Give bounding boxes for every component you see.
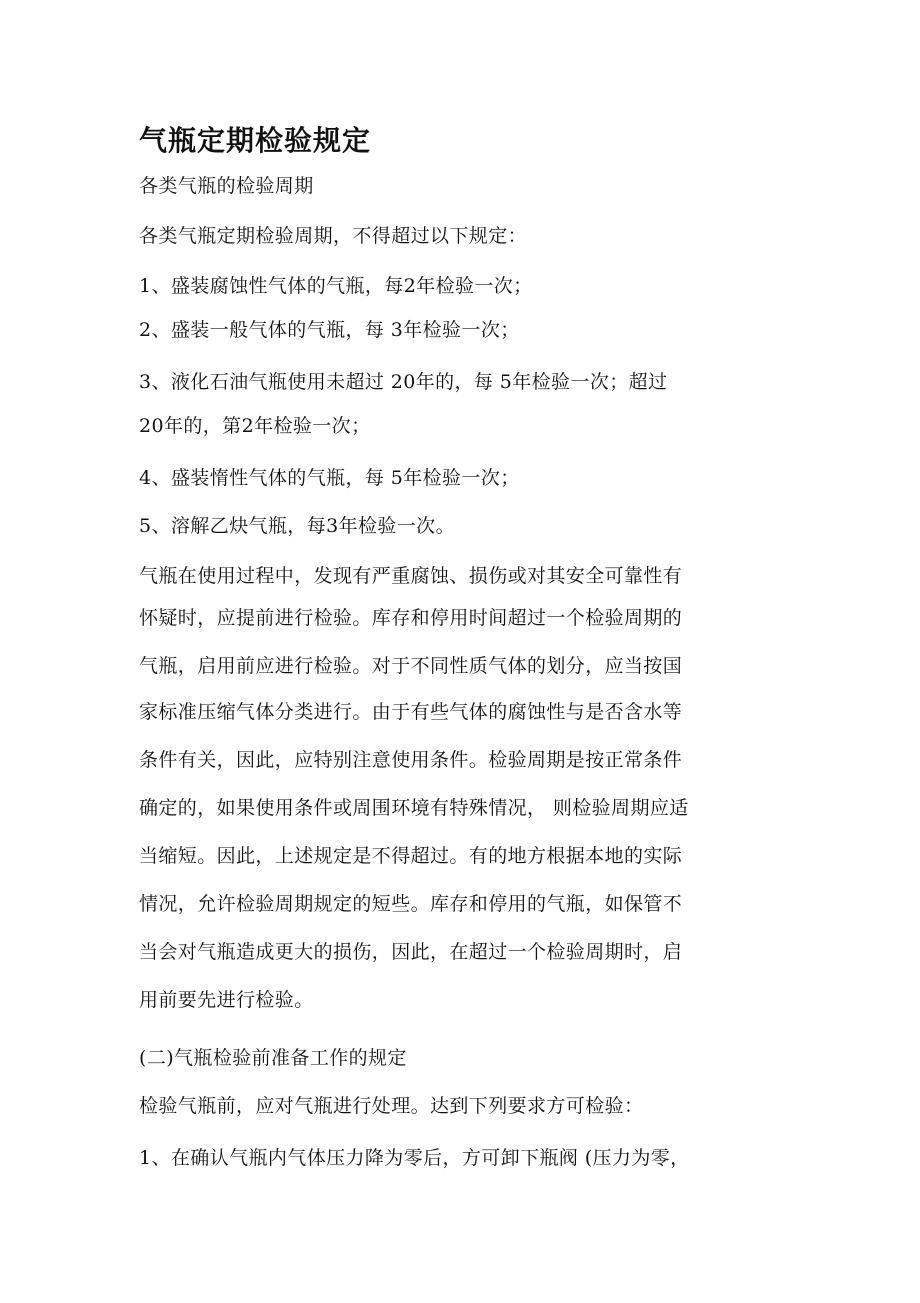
paragraph-line-5: 条件有关，因此，应特别注意使用条件。检验周期是按正常条件 [139,749,683,771]
paragraph-line-2: 怀疑时，应提前进行检验。库存和停用时间超过一个检验周期的 [139,607,683,629]
section2-item-1: 1、在确认气瓶内气体压力降为零后，方可卸下瓶阀 (压力为零， [139,1147,690,1169]
paragraph-line-3: 气瓶，启用前应进行检验。对于不同性质气体的划分，应当按国 [139,655,683,677]
rule-item-5: 5、溶解乙炔气瓶，每3年检验一次。 [139,515,455,537]
section2-intro-text: 检验气瓶前，应对气瓶进行处理。达到下列要求方可检验： [139,1095,644,1117]
intro-text: 各类气瓶定期检验周期，不得超过以下规定： [139,225,528,247]
paragraph-line-8: 情况，允许检验周期规定的短些。库存和停用的气瓶，如保管不 [139,893,683,915]
rule-item-3-line-2: 20年的，第2年检验一次； [139,415,371,437]
paragraph-line-10: 用前要先进行检验。 [139,989,314,1011]
rule-item-3-line-1: 3、液化石油气瓶使用未超过 20年的，每 5年检验一次；超过 [139,371,668,393]
paragraph-line-4: 家标准压缩气体分类进行。由于有些气体的腐蚀性与是否含水等 [139,701,683,723]
rule-item-4: 4、盛装惰性气体的气瓶，每 5年检验一次； [139,467,520,489]
paragraph-line-1: 气瓶在使用过程中，发现有严重腐蚀、损伤或对其安全可靠性有 [139,565,683,587]
rule-item-1: 1、盛装腐蚀性气体的气瓶，每2年检验一次； [139,275,533,297]
document-title: 气瓶定期检验规定 [139,124,372,157]
paragraph-line-7: 当缩短。因此，上述规定是不得超过。有的地方根据本地的实际 [139,845,683,867]
section-heading-inspection-cycle: 各类气瓶的检验周期 [139,175,314,197]
paragraph-line-6: 确定的，如果使用条件或周围环境有特殊情况， 则检验周期应适 [139,797,689,819]
paragraph-line-9: 当会对气瓶造成更大的损伤，因此，在超过一个检验周期时，启 [139,941,683,963]
rule-item-2: 2、盛装一般气体的气瓶，每 3年检验一次； [139,319,520,341]
section-heading-preparation: (二)气瓶检验前准备工作的规定 [139,1047,407,1069]
